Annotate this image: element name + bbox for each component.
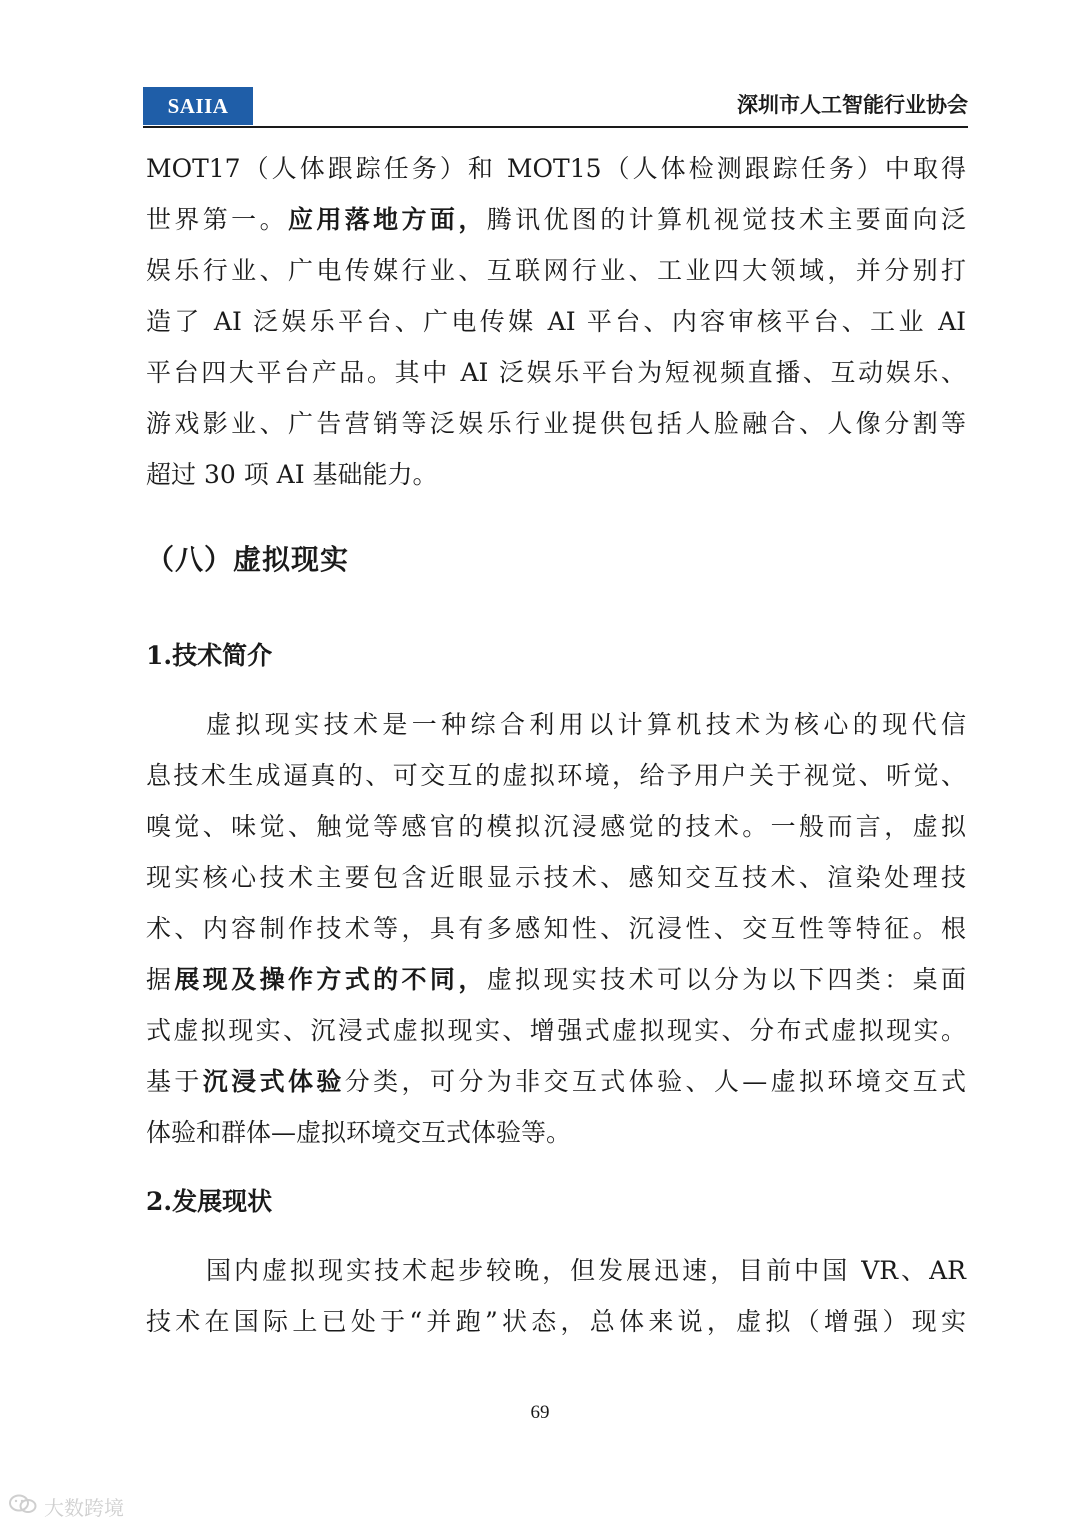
text-run: 虚拟现实技术可以分为以下四类：桌面 xyxy=(486,965,966,994)
organization-name: 深圳市人工智能行业协会 xyxy=(737,92,968,117)
watermark-text: 大数跨境 xyxy=(44,1495,124,1520)
header-rule xyxy=(143,126,968,128)
text-line: 嗅觉、味觉、触觉等感官的模拟沉浸感觉的技术。一般而言，虚拟 xyxy=(146,812,966,841)
text-line: 游戏影业、广告营销等泛娱乐行业提供包括人脸融合、人像分割等 xyxy=(146,409,966,438)
subsection-heading-2: 2.发展现状 xyxy=(146,1187,273,1216)
bold-phrase: 应用落地方面， xyxy=(287,205,487,234)
bold-phrase: 沉浸式体验 xyxy=(202,1067,345,1096)
text-line: 息技术生成逼真的、可交互的虚拟环境，给予用户关于视觉、听觉、 xyxy=(146,761,966,790)
section-heading: （八）虚拟现实 xyxy=(146,543,350,576)
wechat-logo-icon xyxy=(8,1493,38,1520)
text-line: 虚拟现实技术是一种综合利用以计算机技术为核心的现代信 xyxy=(206,710,966,739)
text-run: 腾讯优图的计算机视觉技术主要面向泛 xyxy=(486,205,966,234)
text-line: 造了 AI 泛娱乐平台、广电传媒 AI 平台、内容审核平台、工业 AI xyxy=(146,307,966,336)
saiia-badge: SAIIA xyxy=(143,87,253,125)
text-line: 娱乐行业、广电传媒行业、互联网行业、工业四大领域，并分别打 xyxy=(146,256,966,285)
text-line: 超过 30 项 AI 基础能力。 xyxy=(146,460,438,489)
text-line: 式虚拟现实、沉浸式虚拟现实、增强式虚拟现实、分布式虚拟现实。 xyxy=(146,1016,966,1045)
text-line: MOT17（人体跟踪任务）和 MOT15（人体检测跟踪任务）中取得 xyxy=(146,154,966,183)
text-line: 术、内容制作技术等，具有多感知性、沉浸性、交互性等特征。根 xyxy=(146,914,966,943)
subsection-heading-1: 1.技术简介 xyxy=(146,641,273,670)
text-line: 技术在国际上已处于“并跑”状态，总体来说，虚拟（增强）现实 xyxy=(146,1307,966,1336)
text-run: 分类，可分为非交互式体验、人—虚拟环境交互式 xyxy=(344,1067,966,1096)
text-run: 基于 xyxy=(146,1067,203,1096)
text-line xyxy=(146,194,966,245)
text-run: 据 xyxy=(146,965,175,994)
text-line: 体验和群体—虚拟环境交互式体验等。 xyxy=(146,1118,572,1147)
text-line: 国内虚拟现实技术起步较晚，但发展迅速，目前中国 VR、AR xyxy=(206,1256,966,1285)
text-run: 世界第一。 xyxy=(146,205,288,234)
page-header xyxy=(143,87,968,129)
text-line xyxy=(146,954,966,1005)
bold-phrase: 展现及操作方式的不同， xyxy=(174,965,487,994)
page-number: 69 xyxy=(530,1402,550,1423)
text-line: 现实核心技术主要包含近眼显示技术、感知交互技术、渲染处理技 xyxy=(146,863,966,892)
watermark xyxy=(8,1493,124,1519)
paragraph-3 xyxy=(146,1245,966,1347)
paragraph-1 xyxy=(146,143,966,500)
paragraph-2 xyxy=(146,699,966,1158)
text-line: 平台四大平台产品。其中 AI 泛娱乐平台为短视频直播、互动娱乐、 xyxy=(146,358,966,387)
text-line xyxy=(146,1056,966,1107)
